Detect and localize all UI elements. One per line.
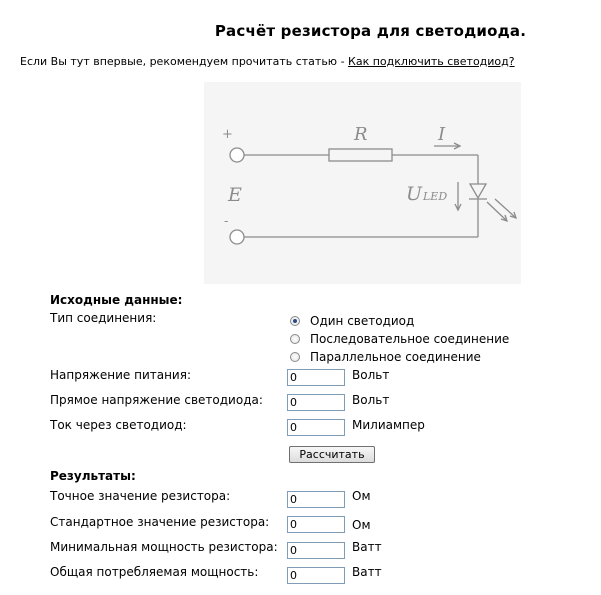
plus-sign: + <box>222 127 233 142</box>
current-label: I <box>438 124 446 145</box>
radio-button[interactable] <box>290 334 300 344</box>
source-label: E <box>228 184 242 206</box>
led-voltage-label: U <box>406 183 423 205</box>
input-heading: Исходные данные: <box>50 293 183 307</box>
intro-text: Если Вы тут впервые, рекомендуем прочитать статью - <box>20 55 349 68</box>
terminal-minus <box>230 230 244 244</box>
forward-voltage-input[interactable] <box>287 394 345 411</box>
standard-resistor-unit: Ом <box>352 518 371 532</box>
intro-paragraph <box>20 55 515 68</box>
radio-button[interactable] <box>290 352 300 362</box>
led-current-input[interactable] <box>287 419 345 436</box>
minus-sign: - <box>224 214 229 229</box>
circuit-svg <box>204 82 521 284</box>
circuit-diagram <box>204 82 521 284</box>
resistor-label: R <box>354 124 368 145</box>
radio-parallel[interactable] <box>290 350 481 364</box>
radio-label: Последовательное соединение <box>310 332 510 346</box>
radio-label: Один светодиод <box>310 314 415 328</box>
supply-voltage-input[interactable] <box>287 369 345 386</box>
total-power-output[interactable] <box>287 567 345 584</box>
radio-series[interactable] <box>290 332 509 346</box>
supply-voltage-unit: Вольт <box>352 368 390 382</box>
standard-resistor-label: Стандартное значение резистора: <box>50 515 270 529</box>
exact-resistor-unit: Ом <box>352 489 371 503</box>
total-power-unit: Ватт <box>352 565 382 579</box>
resistor-symbol <box>329 149 392 161</box>
min-power-label: Минимальная мощность резистора: <box>50 540 278 554</box>
page-title: Расчёт резистора для светодиода. <box>214 22 527 40</box>
calculate-button[interactable]: Рассчитать <box>289 446 375 463</box>
terminal-plus <box>230 148 244 162</box>
radio-label: Параллельное соединение <box>310 350 481 364</box>
light-ray-1 <box>487 202 507 221</box>
total-power-label: Общая потребляемая мощность: <box>50 565 259 579</box>
forward-voltage-unit: Вольт <box>352 393 390 407</box>
exact-resistor-label: Точное значение резистора: <box>50 489 231 503</box>
connection-type-label: Тип соединения: <box>50 311 157 325</box>
radio-button[interactable] <box>290 316 300 326</box>
forward-voltage-label: Прямое напряжение светодиода: <box>50 393 263 407</box>
led-current-unit: Милиампер <box>352 418 425 432</box>
standard-resistor-output[interactable] <box>287 516 345 533</box>
supply-voltage-label: Напряжение питания: <box>50 368 191 382</box>
min-power-unit: Ватт <box>352 540 382 554</box>
led-voltage-sub: LED <box>423 190 448 203</box>
radio-single-led[interactable] <box>290 314 414 328</box>
min-power-output[interactable] <box>287 542 345 559</box>
led-current-label: Ток через светодиод: <box>50 418 187 432</box>
led-symbol <box>470 184 486 198</box>
exact-resistor-output[interactable] <box>287 491 345 508</box>
article-link[interactable]: Как подключить светодиод? <box>348 55 515 68</box>
results-heading: Результаты: <box>50 469 136 483</box>
